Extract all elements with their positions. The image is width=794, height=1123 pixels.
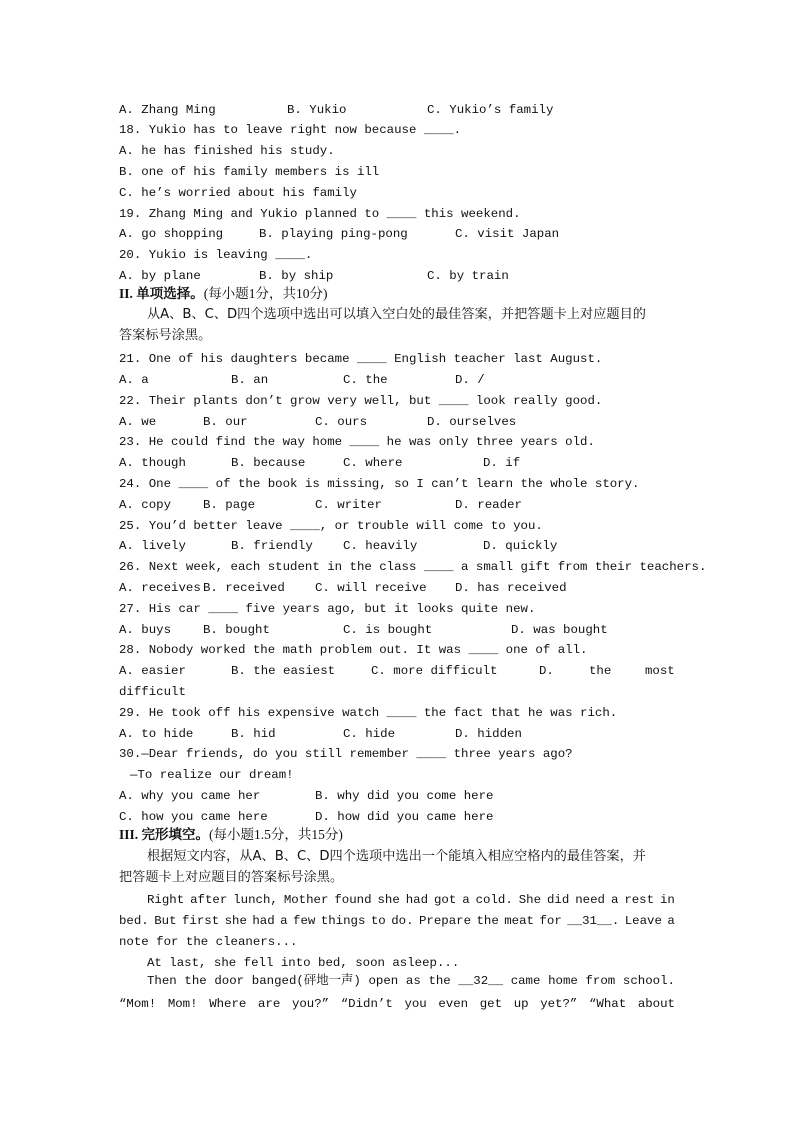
passage-word: few xyxy=(293,914,316,928)
q21-options xyxy=(119,372,675,388)
q20-option-a[interactable]: A. by plane xyxy=(119,269,201,283)
q18-stem: 18. Yukio has to leave right now because ____. xyxy=(119,123,462,137)
q18-option-b[interactable]: B. one of his family members is ill xyxy=(119,165,380,179)
q23-stem: 23. He could find the way home ____ he was only three years old. xyxy=(119,435,595,449)
q30-reply: —To realize our dream! xyxy=(130,768,294,782)
passage-word: a xyxy=(610,893,619,907)
passage-word: things xyxy=(320,914,366,928)
passage-word: Then xyxy=(147,974,177,988)
passage-word: about xyxy=(637,997,675,1011)
passage-word: up xyxy=(513,997,529,1011)
q20-stem: 20. Yukio is leaving ____. xyxy=(119,248,313,262)
passage-word: yet?” xyxy=(540,997,578,1011)
q26-options xyxy=(119,580,675,596)
q22-option-b[interactable]: B. our xyxy=(203,415,248,429)
passage-word: she xyxy=(224,914,247,928)
passage-word: Where xyxy=(209,997,247,1011)
passage-word: the xyxy=(184,974,207,988)
q24-options xyxy=(119,497,675,513)
passage-word: you xyxy=(404,997,427,1011)
passage-p3-line2 xyxy=(119,996,675,1012)
q26-option-a[interactable]: A. receives xyxy=(119,581,201,595)
passage-word: “What xyxy=(589,997,627,1011)
q25-stem: 25. You’d better leave ____, or trouble will come to you. xyxy=(119,519,543,533)
q22-option-d[interactable]: D. ourselves xyxy=(427,415,517,429)
passage-word: rest xyxy=(624,893,655,907)
q29-option-c[interactable]: C. hide xyxy=(343,727,396,741)
q27-option-a[interactable]: A. buys xyxy=(119,623,172,637)
q30-option-b[interactable]: B. why did you come here xyxy=(315,789,494,803)
q30-option-c[interactable]: C. how you came here xyxy=(119,810,268,824)
q20-option-c[interactable]: C. by train xyxy=(427,269,509,283)
q19-stem: 19. Zhang Ming and Yukio planned to ____ this weekend. xyxy=(119,207,521,221)
passage-word: get xyxy=(479,997,503,1011)
passage-word: are xyxy=(258,997,281,1011)
passage-word: home xyxy=(548,974,578,988)
q17-option-b[interactable]: B. Yukio xyxy=(287,103,347,117)
passage-word: But xyxy=(154,914,177,928)
passage-word: from xyxy=(585,974,616,988)
q20-option-b[interactable]: B. by ship xyxy=(259,269,334,283)
section2-title: II. 单项选择。 xyxy=(119,286,204,301)
passage-word: Prepare xyxy=(418,914,472,928)
q22-option-c[interactable]: C. ours xyxy=(315,415,368,429)
passage-word: after xyxy=(190,893,228,907)
q22-stem: 22. Their plants don’t grow very well, but ____ look really good. xyxy=(119,394,603,408)
passage-p1-line3: note for the cleaners... xyxy=(119,935,298,949)
q21-option-c[interactable]: C. the xyxy=(343,373,388,387)
q24-option-b[interactable]: B. page xyxy=(203,498,256,512)
section3-instruction-line2: 把答题卡上对应题目的答案标号涂黑。 xyxy=(119,870,344,885)
passage-word: __31__. xyxy=(567,914,620,928)
section2-instruction-line1: 从A、B、C、D四个选项中选出可以填入空白处的最佳答案，并把答题卡上对应题目的 xyxy=(147,307,646,322)
passage-word: to xyxy=(370,914,386,928)
section2-instruction-line2: 答案标号涂黑。 xyxy=(119,328,212,343)
passage-word: Mother xyxy=(283,893,329,907)
passage-word: lunch, xyxy=(233,893,278,907)
q27-option-c[interactable]: C. is bought xyxy=(343,623,433,637)
passage-word: the xyxy=(428,974,451,988)
q17-option-c[interactable]: C. Yukio’s family xyxy=(427,103,554,117)
section3-score: (每小题1.5分，共15分) xyxy=(209,827,343,842)
passage-word: Right xyxy=(147,893,185,907)
q19-option-a[interactable]: A. go shopping xyxy=(119,227,224,241)
q30-options-row1 xyxy=(119,788,675,804)
q23-option-d[interactable]: D. if xyxy=(483,456,521,470)
q22-options xyxy=(119,414,675,430)
passage-word: bed. xyxy=(119,914,149,928)
q18-option-a[interactable]: A. he has finished his study. xyxy=(119,144,335,158)
q24-option-c[interactable]: C. writer xyxy=(315,498,382,512)
passage-word: __32__ xyxy=(458,974,504,988)
passage-word: found xyxy=(334,893,372,907)
q28-option-d-word2: most xyxy=(645,664,675,678)
passage-word: school. xyxy=(622,974,675,988)
q25-option-d[interactable]: D. quickly xyxy=(483,539,558,553)
passage-word: need xyxy=(575,893,605,907)
q18-option-c[interactable]: C. he’s worried about his family xyxy=(119,186,357,200)
passage-p1-line2 xyxy=(119,913,675,929)
q25-option-a[interactable]: A. lively xyxy=(119,539,186,553)
passage-word: open xyxy=(368,974,399,988)
q21-option-d[interactable]: D. / xyxy=(455,373,485,387)
passage-word: meat xyxy=(504,914,534,928)
q28-stem: 28. Nobody worked the math problem out. It was ____ one of all. xyxy=(119,643,588,657)
q25-option-b[interactable]: B. friendly xyxy=(231,539,313,553)
passage-word: cold. xyxy=(475,893,513,907)
passage-word: door xyxy=(214,974,245,988)
q29-options xyxy=(119,726,675,742)
q29-option-b[interactable]: B. hid xyxy=(231,727,276,741)
q23-options xyxy=(119,455,675,471)
passage-word: Mom! xyxy=(167,997,198,1011)
q21-option-b[interactable]: B. an xyxy=(231,373,269,387)
passage-word: as xyxy=(405,974,421,988)
passage-word: even xyxy=(438,997,469,1011)
passage-word: had xyxy=(405,893,429,907)
q26-option-d[interactable]: D. has received xyxy=(455,581,567,595)
passage-word: got xyxy=(434,893,457,907)
q20-options xyxy=(119,268,675,284)
q30-options-row2 xyxy=(119,809,675,825)
q27-options xyxy=(119,622,675,638)
q19-option-c[interactable]: C. visit Japan xyxy=(455,227,560,241)
passage-word: a xyxy=(462,893,470,907)
q29-stem: 29. He took off his expensive watch ____ the fact that he was rich. xyxy=(119,706,618,720)
q17-option-a[interactable]: A. Zhang Ming xyxy=(119,103,216,117)
section3-title: III. 完形填空。 xyxy=(119,827,210,842)
passage-word: “Mom! xyxy=(119,997,157,1011)
q23-option-c[interactable]: C. where xyxy=(343,456,403,470)
q27-option-b[interactable]: B. bought xyxy=(203,623,270,637)
passage-word: a xyxy=(280,914,288,928)
section2-score: (每小题1分，共10分) xyxy=(203,286,328,301)
q21-option-a[interactable]: A. a xyxy=(119,373,149,387)
q22-option-a[interactable]: A. we xyxy=(119,415,157,429)
passage-word: a xyxy=(667,914,675,928)
passage-word: She xyxy=(518,893,542,907)
q21-stem: 21. One of his daughters became ____ English teacher last August. xyxy=(119,352,603,366)
q30-option-d[interactable]: D. how did you came here xyxy=(315,810,494,824)
q19-options xyxy=(119,226,675,242)
q25-options xyxy=(119,538,675,554)
q24-option-d[interactable]: D. reader xyxy=(455,498,522,512)
q28-option-d-word1: the xyxy=(589,664,612,678)
section3-heading xyxy=(119,827,675,843)
passage-p1-line1 xyxy=(147,892,675,908)
passage-word: for xyxy=(539,914,562,928)
passage-word: in xyxy=(660,893,675,907)
q27-option-d[interactable]: D. was bought xyxy=(511,623,608,637)
passage-word: Leave xyxy=(624,914,662,928)
q28-options xyxy=(119,663,675,679)
q28-option-d-wrap: difficult xyxy=(119,685,186,699)
q28-option-a[interactable]: A. easier xyxy=(119,664,186,678)
passage-word: came xyxy=(510,974,541,988)
q29-option-a[interactable]: A. to hide xyxy=(119,727,194,741)
q28-option-d[interactable]: D. xyxy=(539,664,554,678)
passage-word: do. xyxy=(391,914,414,928)
q23-option-b[interactable]: B. because xyxy=(231,456,306,470)
passage-word: had xyxy=(252,914,275,928)
passage-word: you?” xyxy=(291,997,330,1011)
passage-word: banged(砰地一声) xyxy=(251,974,361,988)
section2-heading xyxy=(119,286,675,302)
q23-option-a[interactable]: A. though xyxy=(119,456,186,470)
passage-word: “Didn’t xyxy=(340,997,393,1011)
passage-word: first xyxy=(181,914,220,928)
passage-p2: At last, she fell into bed, soon asleep... xyxy=(147,956,460,970)
q24-option-a[interactable]: A. copy xyxy=(119,498,172,512)
passage-word: she xyxy=(377,893,400,907)
q28-option-c[interactable]: C. more difficult xyxy=(371,664,498,678)
q29-option-d[interactable]: D. hidden xyxy=(455,727,522,741)
q26-stem: 26. Next week, each student in the class ____ a small gift from their teachers. xyxy=(119,560,707,574)
passage-p3-line1 xyxy=(147,973,675,989)
q30-option-a[interactable]: A. why you came her xyxy=(119,789,261,803)
section3-instruction-line1: 根据短文内容，从A、B、C、D四个选项中选出一个能填入相应空格内的最佳答案，并 xyxy=(147,849,646,864)
q27-stem: 27. His car ____ five years ago, but it looks quite new. xyxy=(119,602,536,616)
passage-word: the xyxy=(476,914,499,928)
q30-stem: 30.—Dear friends, do you still remember ____ three years ago? xyxy=(119,747,573,761)
q17-options xyxy=(119,102,675,118)
passage-word: did xyxy=(547,893,570,907)
q26-option-c[interactable]: C. will receive xyxy=(315,581,427,595)
q28-option-b[interactable]: B. the easiest xyxy=(231,664,336,678)
q25-option-c[interactable]: C. heavily xyxy=(343,539,418,553)
q24-stem: 24. One ____ of the book is missing, so I can’t learn the whole story. xyxy=(119,477,640,491)
q26-option-b[interactable]: B. received xyxy=(203,581,285,595)
q19-option-b[interactable]: B. playing ping-pong xyxy=(259,227,408,241)
